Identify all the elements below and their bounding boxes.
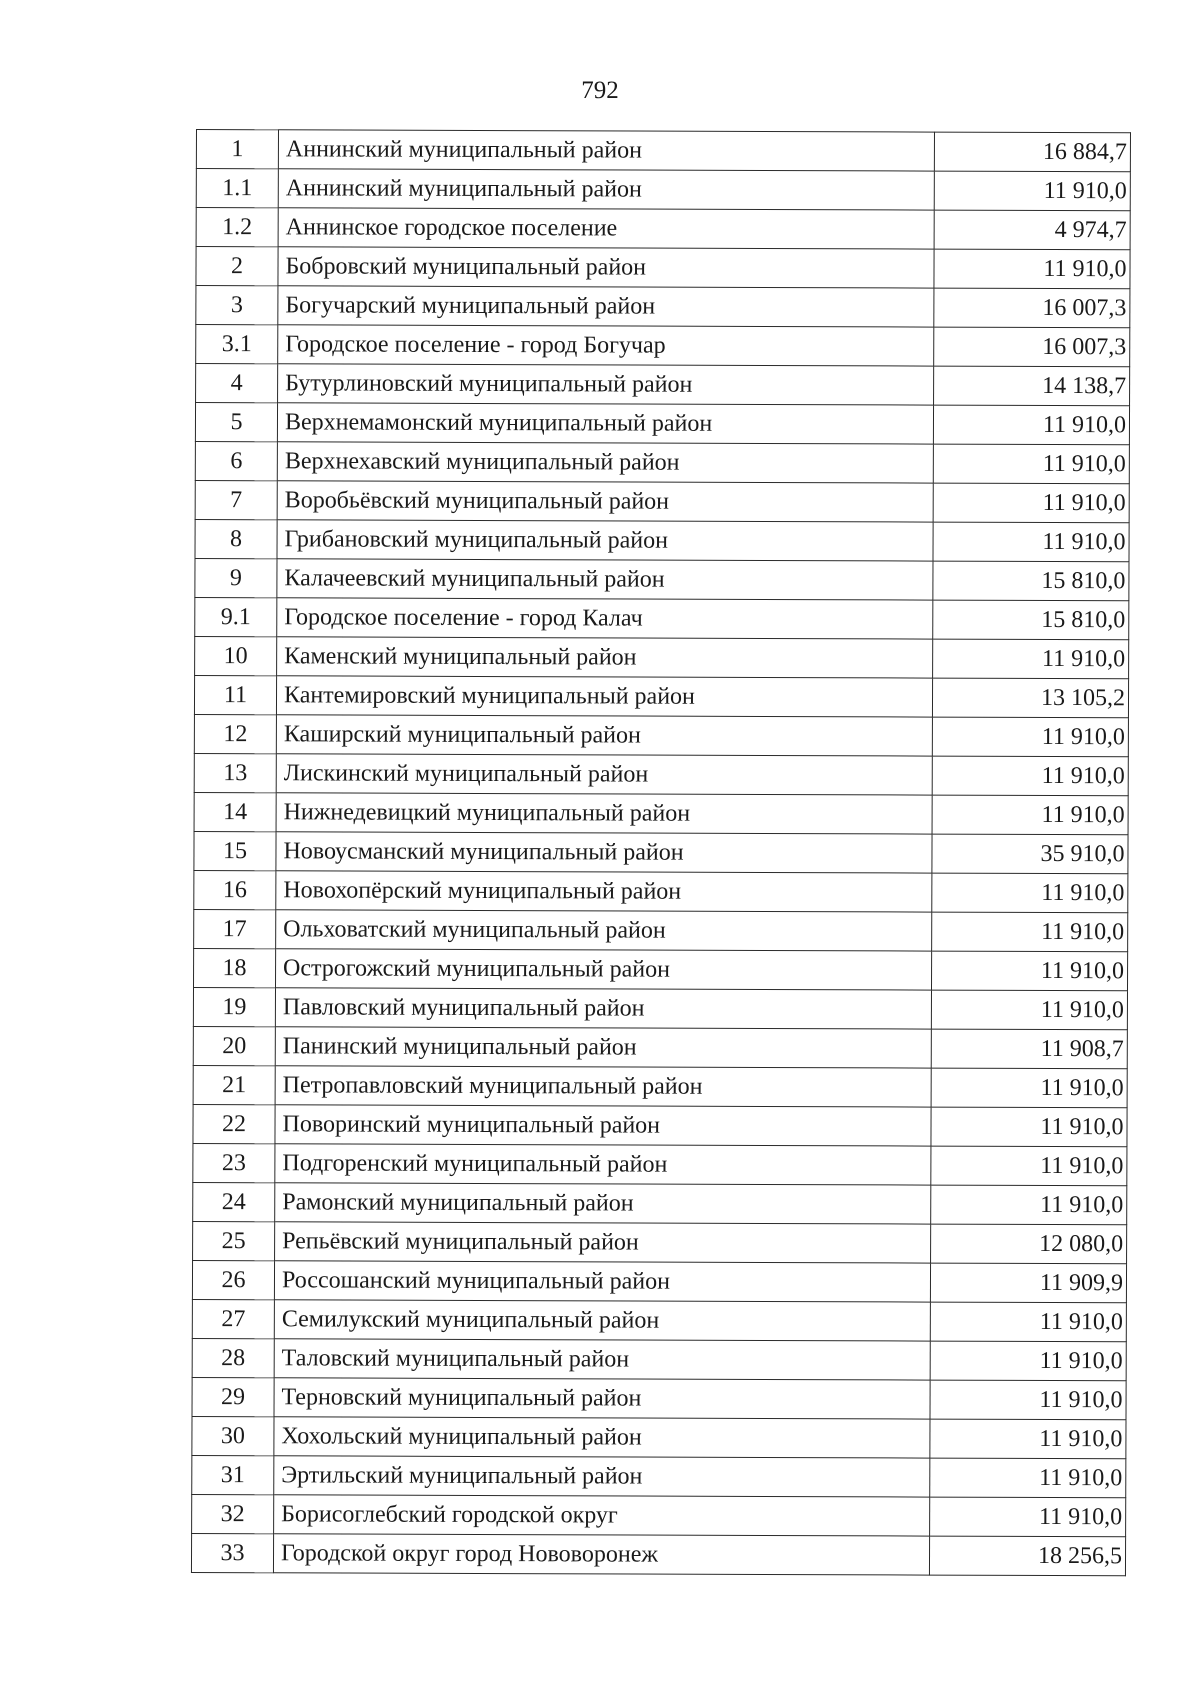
row-number-cell: 23	[193, 1143, 275, 1182]
amount-cell: 11 908,7	[931, 1029, 1127, 1069]
amount-cell: 11 910,0	[931, 990, 1127, 1030]
table-row	[192, 1377, 1126, 1419]
municipality-name-cell: Павловский муниципальный район	[275, 988, 931, 1029]
municipality-name-cell: Калачеевский муниципальный район	[277, 559, 933, 600]
table-row	[196, 247, 1130, 289]
municipality-name-cell: Верхнемамонский муниципальный район	[277, 403, 933, 444]
municipality-name-cell: Хохольский муниципальный район	[274, 1417, 930, 1458]
amount-cell: 16 884,7	[934, 132, 1130, 172]
amount-cell: 11 910,0	[934, 171, 1130, 211]
amount-cell: 11 910,0	[930, 1458, 1126, 1498]
amount-cell: 11 910,0	[932, 873, 1128, 913]
municipality-name-cell: Борисоглебский городской округ	[274, 1495, 930, 1536]
amount-cell: 11 910,0	[931, 1107, 1127, 1147]
row-number-cell: 24	[193, 1182, 275, 1221]
amount-cell: 16 007,3	[934, 288, 1130, 328]
municipality-name-cell: Богучарский муниципальный район	[278, 286, 934, 327]
amount-cell: 11 910,0	[931, 951, 1127, 991]
amount-cell: 35 910,0	[932, 834, 1128, 874]
table-row	[196, 169, 1130, 211]
amount-cell: 11 910,0	[932, 756, 1128, 796]
amount-cell: 13 105,2	[932, 678, 1128, 718]
table-row	[194, 714, 1128, 756]
municipality-name-cell: Аннинский муниципальный район	[278, 169, 934, 210]
row-number-cell: 6	[195, 441, 277, 480]
table-row	[192, 1494, 1126, 1536]
table-row	[194, 870, 1128, 912]
table-row	[194, 948, 1128, 990]
row-number-cell: 27	[192, 1299, 274, 1338]
table-row	[194, 753, 1128, 795]
amount-cell: 11 910,0	[933, 483, 1129, 523]
table-row	[193, 1221, 1127, 1263]
amount-cell: 16 007,3	[934, 327, 1130, 367]
amount-cell: 11 910,0	[932, 795, 1128, 835]
amount-cell: 18 256,5	[929, 1536, 1125, 1576]
row-number-cell: 32	[192, 1494, 274, 1533]
municipality-name-cell: Петропавловский муниципальный район	[275, 1066, 931, 1107]
row-number-cell: 17	[194, 909, 276, 948]
municipality-name-cell: Семилукский муниципальный район	[274, 1300, 930, 1341]
table-row	[192, 1416, 1126, 1458]
amount-cell: 11 910,0	[930, 1302, 1126, 1342]
table-row	[196, 208, 1130, 250]
row-number-cell: 15	[194, 831, 276, 870]
row-number-cell: 1.2	[196, 208, 278, 247]
row-number-cell: 14	[194, 792, 276, 831]
row-number-cell: 20	[193, 1026, 275, 1065]
municipality-name-cell: Бобровский муниципальный район	[278, 247, 934, 288]
table-row	[196, 130, 1130, 172]
table-row	[195, 636, 1129, 678]
amount-cell: 11 910,0	[932, 912, 1128, 952]
amount-cell: 11 910,0	[933, 444, 1129, 484]
municipality-name-cell: Аннинский муниципальный район	[278, 130, 934, 171]
municipality-name-cell: Ольховатский муниципальный район	[276, 910, 932, 951]
row-number-cell: 3.1	[196, 325, 278, 364]
row-number-cell: 4	[196, 364, 278, 403]
row-number-cell: 18	[194, 948, 276, 987]
amount-cell: 11 910,0	[933, 522, 1129, 562]
row-number-cell: 19	[193, 987, 275, 1026]
table-row	[191, 1533, 1125, 1575]
table-row	[193, 1065, 1127, 1107]
row-number-cell: 9.1	[195, 597, 277, 636]
municipality-name-cell: Каменский муниципальный район	[277, 637, 933, 678]
municipality-name-cell: Кантемировский муниципальный район	[276, 676, 932, 717]
amount-cell: 11 910,0	[931, 1185, 1127, 1225]
municipality-name-cell: Таловский муниципальный район	[274, 1339, 930, 1380]
table-row	[194, 909, 1128, 951]
table-row	[195, 480, 1129, 522]
table-row	[193, 1026, 1127, 1068]
table-body	[191, 130, 1130, 1576]
municipality-name-cell: Острогожский муниципальный район	[276, 949, 932, 990]
table-row	[195, 558, 1129, 600]
table-row	[192, 1338, 1126, 1380]
municipality-name-cell: Терновский муниципальный район	[274, 1378, 930, 1419]
amount-cell: 11 910,0	[933, 639, 1129, 679]
table-row	[192, 1299, 1126, 1341]
municipality-name-cell: Панинский муниципальный район	[275, 1027, 931, 1068]
row-number-cell: 30	[192, 1416, 274, 1455]
table-row	[193, 987, 1127, 1029]
row-number-cell: 28	[192, 1338, 274, 1377]
table-row	[192, 1260, 1126, 1302]
table-row	[195, 441, 1129, 483]
amount-cell: 11 910,0	[931, 1146, 1127, 1186]
municipality-name-cell: Поворинский муниципальный район	[275, 1105, 931, 1146]
table-row	[195, 403, 1129, 445]
table-row	[193, 1104, 1127, 1146]
municipality-name-cell: Нижнедевицкий муниципальный район	[276, 793, 932, 834]
table-row	[194, 792, 1128, 834]
amount-cell: 11 910,0	[930, 1341, 1126, 1381]
row-number-cell: 33	[191, 1533, 273, 1572]
amount-cell: 11 910,0	[930, 1419, 1126, 1459]
table-row	[194, 831, 1128, 873]
municipality-name-cell: Бутурлиновский муниципальный район	[278, 364, 934, 405]
municipality-name-cell: Подгоренский муниципальный район	[275, 1144, 931, 1185]
municipality-name-cell: Верхнехавский муниципальный район	[277, 442, 933, 483]
row-number-cell: 29	[192, 1377, 274, 1416]
amount-cell: 11 910,0	[933, 405, 1129, 445]
municipality-name-cell: Россошанский муниципальный район	[274, 1261, 930, 1302]
municipality-name-cell: Городское поселение - город Богучар	[278, 325, 934, 366]
row-number-cell: 31	[192, 1455, 274, 1494]
municipality-name-cell: Рамонский муниципальный район	[275, 1183, 931, 1224]
municipality-name-cell: Лискинский муниципальный район	[276, 754, 932, 795]
row-number-cell: 25	[193, 1221, 275, 1260]
row-number-cell: 7	[195, 480, 277, 519]
row-number-cell: 1	[196, 130, 278, 169]
row-number-cell: 9	[195, 558, 277, 597]
table-row	[196, 364, 1130, 406]
row-number-cell: 8	[195, 519, 277, 558]
page-number: 792	[581, 77, 619, 104]
row-number-cell: 10	[195, 636, 277, 675]
allocation-table	[191, 129, 1131, 1576]
municipality-name-cell: Городской округ город Нововоронеж	[273, 1534, 929, 1575]
amount-cell: 11 910,0	[934, 249, 1130, 289]
municipality-name-cell: Новохопёрский муниципальный район	[276, 871, 932, 912]
municipality-name-cell: Воробьёвский муниципальный район	[277, 481, 933, 522]
table-row	[192, 1455, 1126, 1497]
row-number-cell: 13	[194, 753, 276, 792]
amount-cell: 12 080,0	[931, 1224, 1127, 1264]
row-number-cell: 12	[194, 714, 276, 753]
amount-cell: 4 974,7	[934, 210, 1130, 250]
row-number-cell: 5	[195, 403, 277, 442]
municipality-name-cell: Каширский муниципальный район	[276, 715, 932, 756]
table-row	[196, 286, 1130, 328]
amount-cell: 15 810,0	[933, 561, 1129, 601]
amount-cell: 14 138,7	[934, 366, 1130, 406]
municipality-name-cell: Эртильский муниципальный район	[274, 1456, 930, 1497]
row-number-cell: 16	[194, 870, 276, 909]
row-number-cell: 2	[196, 247, 278, 286]
table-row	[195, 597, 1129, 639]
municipality-name-cell: Аннинское городское поселение	[278, 208, 934, 249]
row-number-cell: 11	[194, 675, 276, 714]
amount-cell: 11 909,9	[930, 1263, 1126, 1303]
municipality-name-cell: Новоусманский муниципальный район	[276, 832, 932, 873]
municipality-name-cell: Грибановский муниципальный район	[277, 520, 933, 561]
amount-cell: 11 910,0	[932, 717, 1128, 757]
municipality-name-cell: Репьёвский муниципальный район	[275, 1222, 931, 1263]
row-number-cell: 22	[193, 1104, 275, 1143]
amount-cell: 11 910,0	[931, 1068, 1127, 1108]
amount-cell: 11 910,0	[930, 1380, 1126, 1420]
allocation-table-container	[191, 129, 1130, 1576]
amount-cell: 11 910,0	[930, 1497, 1126, 1537]
row-number-cell: 26	[192, 1260, 274, 1299]
row-number-cell: 3	[196, 286, 278, 325]
municipality-name-cell: Городское поселение - город Калач	[277, 598, 933, 639]
table-row	[195, 519, 1129, 561]
table-row	[194, 675, 1128, 717]
table-row	[193, 1182, 1127, 1224]
table-row	[196, 325, 1130, 367]
row-number-cell: 1.1	[196, 169, 278, 208]
table-row	[193, 1143, 1127, 1185]
amount-cell: 15 810,0	[933, 600, 1129, 640]
row-number-cell: 21	[193, 1065, 275, 1104]
